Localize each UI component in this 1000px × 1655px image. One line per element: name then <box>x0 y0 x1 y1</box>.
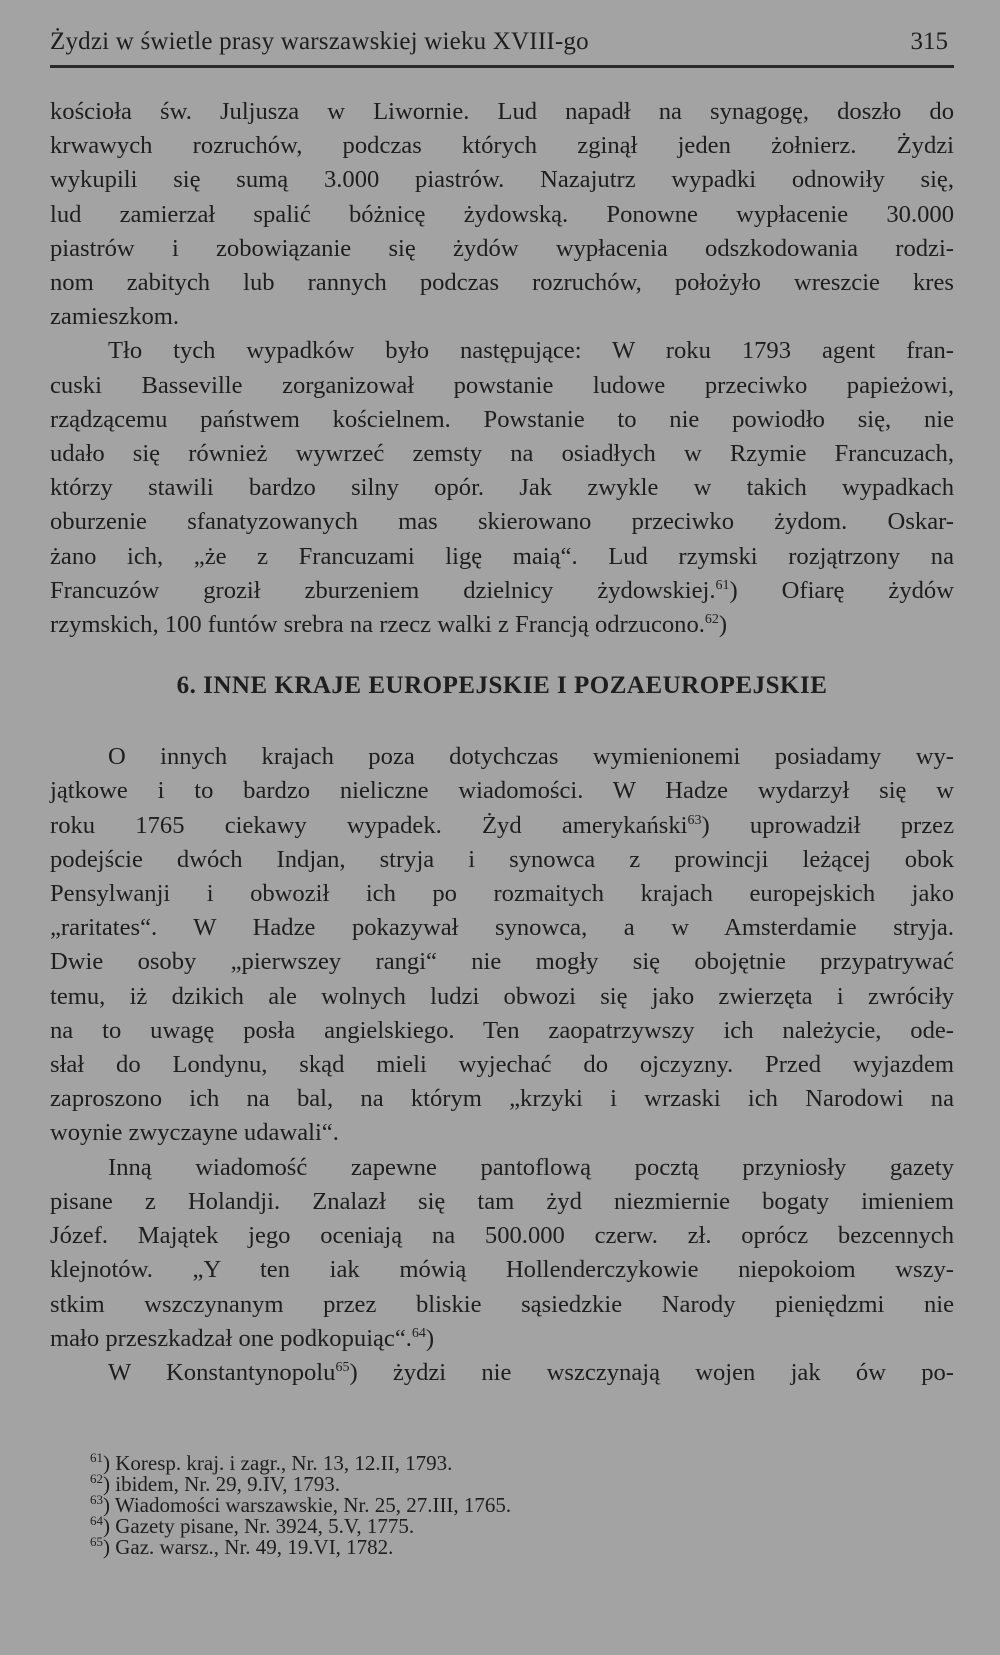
text-line: Pensylwanji i obwoził ich po rozmaitych krajach europejskich jako <box>50 880 954 908</box>
footnote-text: ) Gazety pisane, Nr. 3924, 5.V, 1775. <box>103 1514 415 1538</box>
text-line: Dwie osoby „pierwszey rangi“ nie mogły się obojętnie przypatrywać <box>50 948 954 976</box>
footnote-63 <box>90 1492 790 1517</box>
footnote-ref-65: 65 <box>335 1359 350 1375</box>
footnote-number: 65 <box>90 1534 103 1549</box>
text-line: słał do Londynu, skąd mieli wyjechać do ojczyzny. Przed wyjazdem <box>50 1051 954 1079</box>
line-segment: ) Ofiarę żydów <box>729 576 954 604</box>
text-line: O innych krajach poza dotychczas wymienionemi posiadamy wy- <box>108 743 954 771</box>
line-segment: ) uprowadził przez <box>701 811 954 839</box>
text-line: Józef. Majątek jego oceniają na 500.000 czerw. zł. oprócz bezcennych <box>50 1222 954 1250</box>
line-segment: ) żydzi nie wszczynają wojen jak ów po- <box>349 1358 954 1386</box>
text-line: krwawych rozruchów, podczas których zginął jeden żołnierz. Żydzi <box>50 132 954 160</box>
footnote-text: ) ibidem, Nr. 29, 9.IV, 1793. <box>103 1472 341 1496</box>
text-line <box>50 809 954 843</box>
text-line: woynie zwyczayne udawali“. <box>50 1119 339 1147</box>
footnote-ref-64: 64 <box>411 1325 426 1341</box>
footnote-61 <box>90 1450 790 1475</box>
footnote-number: 61 <box>90 1450 103 1465</box>
page-number: 315 <box>910 28 948 55</box>
text-line: żano ich, „że z Francuzami ligę maią“. Lud rzymski rozjątrzony na <box>50 542 954 570</box>
footnote-text: ) Wiadomości warszawskie, Nr. 25, 27.III, 1765. <box>103 1493 512 1517</box>
text-line: pisane z Holandji. Znalazł się tam żyd niezmiernie bogaty imieniem <box>50 1187 954 1215</box>
text-line: Tło tych wypadków było następujące: W roku 1793 agent fran- <box>108 337 954 365</box>
section-heading: 6. INNE KRAJE EUROPEJSKIE I POZAEUROPEJSKIE <box>176 672 828 700</box>
footnote-62 <box>90 1471 790 1496</box>
text-line: udało się również wywrzeć zemsty na osiadłych w Rzymie Francuzach, <box>50 440 954 468</box>
text-line: piastrów i zobowiązanie się żydów wypłacenia odszkodowania rodzi- <box>50 234 954 262</box>
text-line <box>50 574 954 608</box>
line-segment: ) <box>425 1324 435 1352</box>
footnote-ref-62: 62 <box>704 611 719 627</box>
footnote-number: 64 <box>90 1513 103 1528</box>
footnote-65 <box>90 1534 790 1559</box>
page-header <box>50 24 954 64</box>
text-line: którzy stawili bardzo silny opór. Jak zwykle w takich wypadkach <box>50 474 954 502</box>
text-line: temu, iż dzikich ale wolnych ludzi obwozi się jako zwierzęta i zwróciły <box>50 982 954 1010</box>
paragraph-1 <box>50 95 954 334</box>
footnote-64 <box>90 1513 790 1538</box>
text-line: wykupili się sumą 3.000 piastrów. Nazajutrz wypadki odnowiły się, <box>50 166 954 194</box>
text-line <box>50 1322 954 1356</box>
text-line: zamieszkom. <box>50 303 180 331</box>
text-line: zaproszono ich na bal, na którym „krzyki i wrzaski ich Narodowi na <box>50 1085 954 1113</box>
text-line: rządzącemu państwem kościelnem. Powstanie to nie powiodło się, nie <box>50 405 954 433</box>
text-line: nom zabitych lub rannych podczas rozruchów, położyło wreszcie kres <box>50 269 954 297</box>
footnote-ref-61: 61 <box>715 577 730 593</box>
text-line: cuski Basseville zorganizował powstanie ludowe przeciwko papieżowi, <box>50 371 954 399</box>
running-title: Żydzi w świetle prasy warszawskiej wieku XVIII-go <box>50 28 589 55</box>
header-rule <box>50 65 954 68</box>
line-segment: W Konstantynopolu <box>108 1358 336 1386</box>
text-line: jątkowe i to bardzo nieliczne wiadomości. W Hadze wydarzył się w <box>50 777 954 805</box>
line-segment: Francuzów groził zburzeniem dzielnicy żydowskiej. <box>50 576 716 604</box>
paragraph-3 <box>50 740 954 1150</box>
paragraph-4 <box>50 1151 954 1356</box>
text-line: „raritates“. W Hadze pokazywał synowca, a w Amsterdamie stryja. <box>50 914 954 942</box>
line-segment: ) <box>718 611 728 639</box>
text-line: lud zamierzał spalić bóżnicę żydowską. Ponowne wypłacenie 30.000 <box>50 200 954 228</box>
text-line <box>50 1356 954 1390</box>
text-line: kościoła św. Juljusza w Liwornie. Lud napadł na synagogę, doszło do <box>50 98 954 125</box>
footnote-number: 63 <box>90 1492 103 1507</box>
text-line: oburzenie sfanatyzowanych mas skierowano przeciwko żydom. Oskar- <box>50 508 954 536</box>
footnote-text: ) Gaz. warsz., Nr. 49, 19.VI, 1782. <box>103 1535 394 1559</box>
text-line: Inną wiadomość zapewne pantoflową pocztą przyniosły gazety <box>108 1153 954 1181</box>
body-text <box>50 95 954 1390</box>
paragraph-5 <box>50 1356 954 1390</box>
footnote-number: 62 <box>90 1471 103 1486</box>
footnote-ref-63: 63 <box>687 812 702 828</box>
line-segment: roku 1765 ciekawy wypadek. Żyd amerykański <box>50 811 688 839</box>
footnotes <box>90 1450 790 1559</box>
paragraph-2 <box>50 334 954 642</box>
text-line: klejnotów. „Y ten iak mówią Hollenderczykowie niepokoiom wszy- <box>50 1256 954 1284</box>
text-line: podejście dwóch Indjan, stryja i synowca z prowincji leżącej obok <box>50 845 954 873</box>
line-segment: mało przeszkadzał one podkopuiąc“. <box>50 1324 412 1352</box>
text-line <box>50 608 954 642</box>
line-segment: rzymskich, 100 funtów srebra na rzecz walki z Francją odrzucono. <box>50 611 705 639</box>
footnote-text: ) Koresp. kraj. i zagr., Nr. 13, 12.II, 1793. <box>103 1451 453 1475</box>
text-line: stkim wszczynanym przez bliskie sąsiedzkie Narody pieniędzmi nie <box>50 1290 954 1318</box>
text-line: na to uwagę posła angielskiego. Ten zaopatrzywszy ich należycie, ode- <box>50 1016 954 1044</box>
